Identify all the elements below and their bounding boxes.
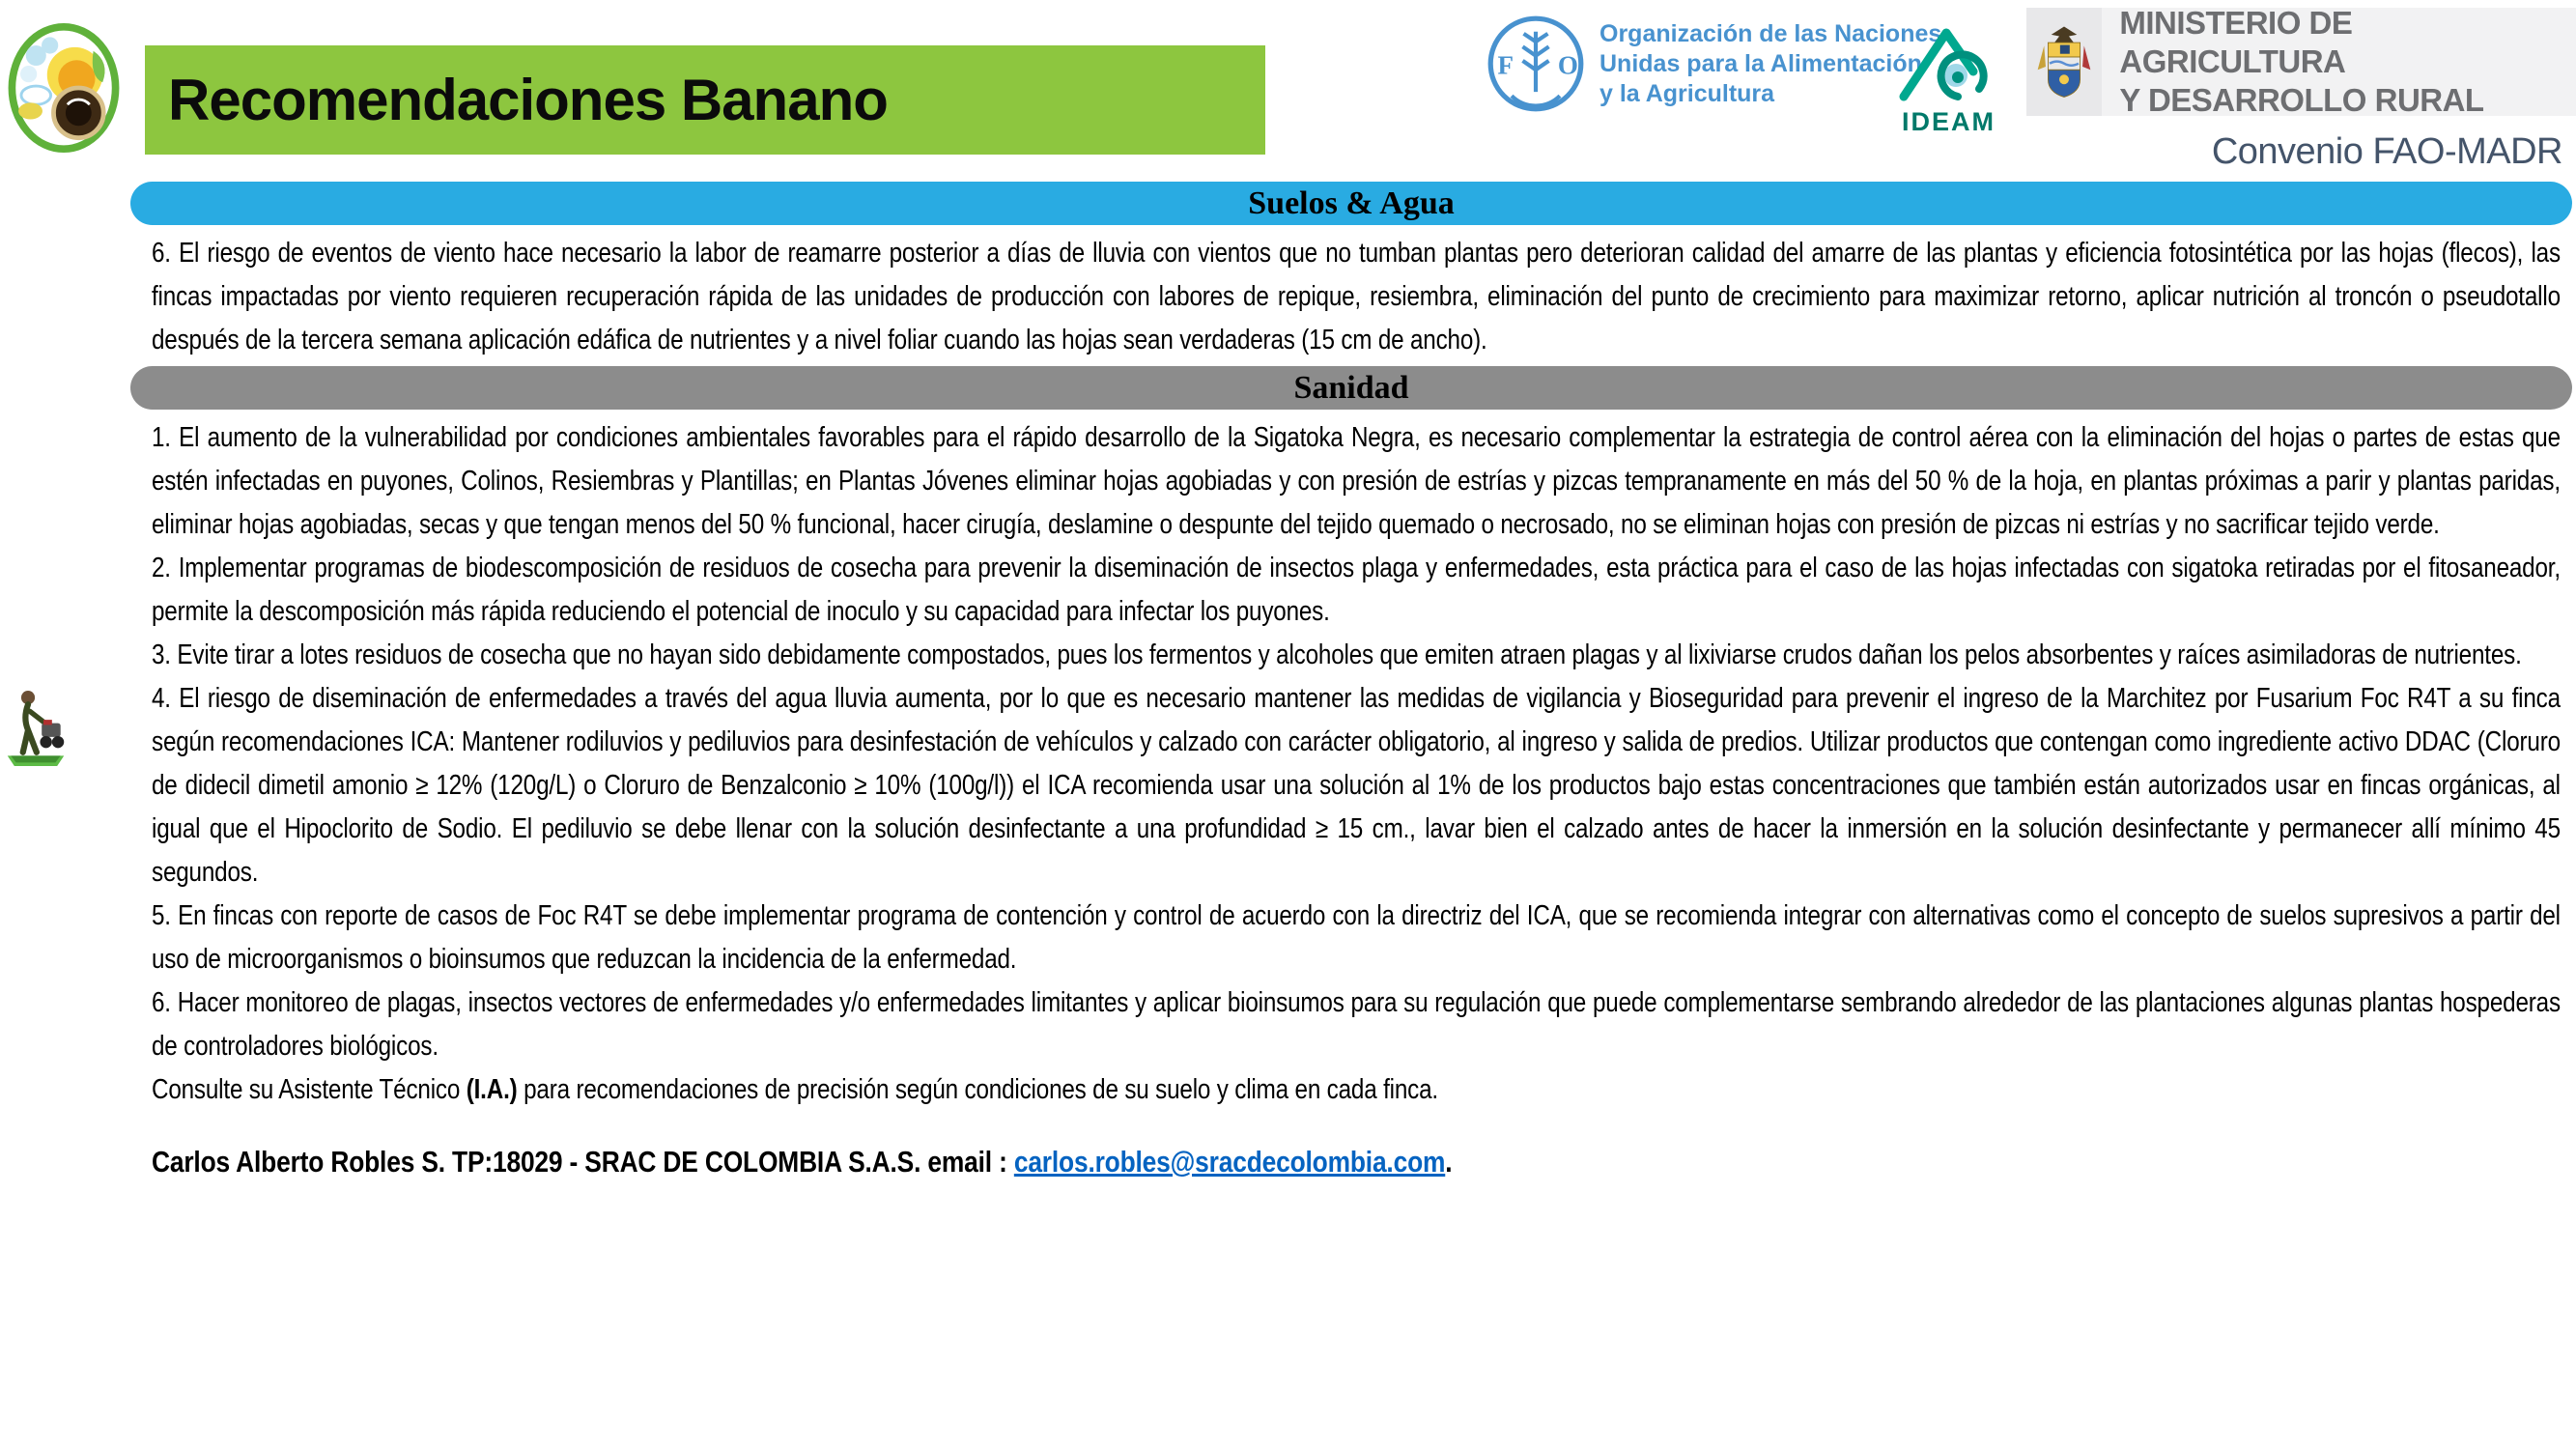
- section-title-suelos-agua: Suelos & Agua: [1248, 185, 1455, 221]
- madr-caption-line1: MINISTERIO DE AGRICULTURA: [2119, 5, 2353, 79]
- sanidad-text: [152, 416, 2561, 1112]
- section-title-sanidad: Sanidad: [1293, 369, 1409, 406]
- suelos-agua-text: [152, 232, 2561, 362]
- fao-caption-line3: y la Agricultura: [1599, 79, 1775, 107]
- contact-text: Carlos Alberto Robles S. TP:18029 - SRAC DE COLOMBIA S.A.S. email :: [152, 1145, 1014, 1179]
- consult-note-prefix: Consulte su Asistente Técnico: [152, 1074, 467, 1105]
- consult-note: [152, 1068, 2561, 1112]
- fao-caption-line1: Organización de las Naciones: [1599, 19, 1942, 47]
- contact-period: .: [1445, 1145, 1453, 1179]
- paragraph-sanidad-4: 4. El riesgo de diseminación de enfermedades a través del agua lluvia aumenta, por lo que es necesario mantener las medidas de vigilancia y Bioseguridad para prevenir el ingreso de la Marchitez por Fusarium Foc R4T a su finca según recomendaciones ICA: Mantener rodiluvios y pediluvios para desinfestación de vehículos y calzado con carácter obligatorio, al ingreso y salida de predios. Utilizar productos que contengan como ingrediente activo DDAC (Cloruro de didecil dimetil amonio ≥ 12% (120g/L) o Cloruro de Benzalconio ≥ 10% (100g/l)) el ICA recomienda usar una solución al 1% de los productos bajo estas concentraciones que también están autorizados usar en fincas orgánicas, al igual que el Hipoclorito de Sodio. El pediluvio se debe llenar con la solución desinfectante a una profundidad ≥ 15 cm., lavar bien el calzado antes de hacer la inmersión en la solución desinfectante y permanecer allí mínimo 45 segundos.: [152, 683, 2561, 888]
- paragraph-sanidad-3: 3. Evite tirar a lotes residuos de cosecha que no hayan sido debidamente compostados, pues los fermentos y alcoholes que emiten atraen plagas y al lixiviarse crudos dañan los pelos absorbentes y raíces asimiladoras de nutrientes.: [152, 639, 2522, 670]
- svg-text:O: O: [1557, 50, 1578, 80]
- madr-caption-line2: Y DESARROLLO RURAL: [2119, 82, 2484, 118]
- ideam-label: IDEAM: [1902, 107, 1996, 136]
- paragraph-sanidad-2: 2. Implementar programas de biodescomposición de residuos de cosecha para prevenir la diseminación de insectos plaga y enfermedades, esta práctica para el caso de las hojas infectadas con sigatoka retiradas por el fitosaneador, permite la descomposición más rápida reduciendo el potencial de inoculo y su capacidad para infectar los puyones.: [152, 553, 2561, 627]
- ideam-block: [1888, 21, 2009, 137]
- madr-caption: [2119, 4, 2576, 120]
- ideam-logo-icon: [1896, 21, 2002, 104]
- consult-note-ia: (I.A.): [466, 1074, 518, 1105]
- page-title: Recomendaciones Banano: [168, 68, 888, 132]
- section-bar-suelos-agua: [130, 182, 2572, 225]
- consult-note-suffix: para recomendaciones de precisión según condiciones de su suelo y clima en cada finca.: [517, 1074, 1438, 1105]
- fao-logo-icon: [1486, 14, 1586, 114]
- paragraph-sanidad-5: 5. En fincas con reporte de casos de Foc R4T se debe implementar programa de contención y control de acuerdo con la directriz del ICA, que se recomienda integrar con alternativas como el concepto de suelos supresivos a partir del uso de microorganismos o bioinsumos que reduzcan la incidencia de la enfermedad.: [152, 900, 2561, 975]
- contact-email-link[interactable]: carlos.robles@sracdecolombia.com: [1013, 1145, 1446, 1179]
- paragraph-suelos-6: 6. El riesgo de eventos de viento hace necesario la labor de reamarre posterior a días de lluvia con vientos que no tumban plantas pero deterioran calidad del amarre de las plantas y eficiencia fotosintética por las hojas (flecos), las fincas impactadas por viento requieren recuperación rápida de las unidades de producción con labores de repique, resiembra, eliminación del punto de crecimiento para maximizar retorno, aplicar nutrición al troncón o pseudotallo después de la tercera semana aplicación edáfica de nutrientes y a nivel foliar cuando las hojas sean verdaderas (15 cm de ancho).: [152, 238, 2561, 355]
- svg-text:F: F: [1497, 50, 1514, 80]
- madr-block: [2026, 5, 2576, 118]
- contact-footer: [152, 1145, 2561, 1179]
- paragraph-sanidad-1: 1. El aumento de la vulnerabilidad por condiciones ambientales favorables para el rápido desarrollo de la Sigatoka Negra, es necesario complementar la estrategia de control aérea con la eliminación del hojas o partes de estas que estén infectadas en puyones, Colinos, Resiembras y Plantillas; en Plantas Jóvenes eliminar hojas agobiadas y con presión de estrías y pizcas tempranamente en más del 50 % de la hoja, en plantas próximas a parir y plantas paridas, eliminar hojas agobiadas, secas y que tengan menos del 50 % funcional, hacer cirugía, deslamine o despunte del tejido quemado o necrosado, no se eliminan hojas con presión de pizcas ni estrías y no sacrificar tejido verde.: [152, 422, 2561, 540]
- colombia-coat-of-arms-icon: [2036, 20, 2092, 103]
- title-banner: [145, 45, 1265, 155]
- fao-caption-line2: Unidas para la Alimentación: [1599, 49, 1922, 77]
- agroclimatic-bulletin-logo: [8, 23, 120, 153]
- section-bar-sanidad: [130, 366, 2572, 410]
- main-content: [0, 182, 2576, 1179]
- fao-block: [1486, 14, 1941, 114]
- paragraph-sanidad-6: 6. Hacer monitoreo de plagas, insectos vectores de enfermedades y/o enfermedades limitantes y aplicar bioinsumos para su regulación que puede complementarse sembrando alrededor de las plantaciones algunas plantas hospederas de controladores biológicos.: [152, 987, 2561, 1062]
- arms-cell: [2026, 8, 2102, 116]
- convenio-label: Convenio FAO-MADR: [2211, 131, 2562, 172]
